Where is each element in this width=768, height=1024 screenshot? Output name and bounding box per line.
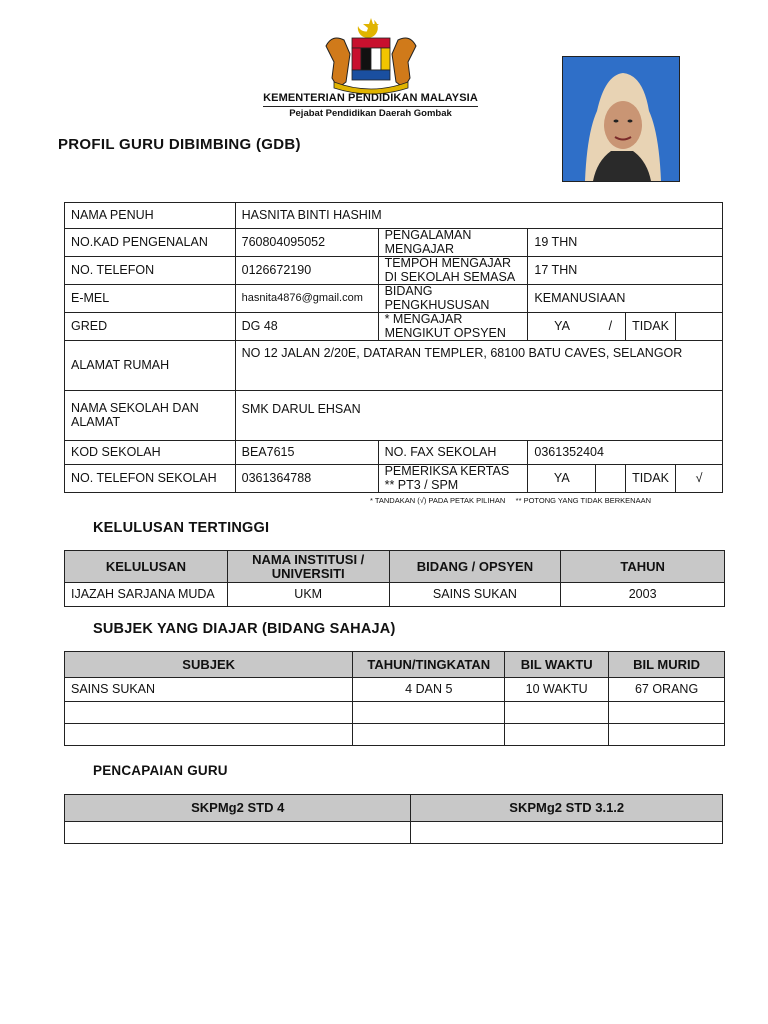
value-kod: BEA7615 xyxy=(235,441,378,465)
label-nama: NAMA PENUH xyxy=(65,203,236,229)
value-ic: 760804095052 xyxy=(235,229,378,257)
label-alamat: ALAMAT RUMAH xyxy=(65,341,236,391)
label-tempoh: TEMPOH MENGAJAR DI SEKOLAH SEMASA xyxy=(378,257,528,285)
row-nama xyxy=(65,203,723,229)
value-bidang: KEMANUSIAAN xyxy=(528,285,723,313)
row-kod xyxy=(65,441,723,465)
label-pengalaman: PENGALAMAN MENGAJAR xyxy=(378,229,528,257)
subjek-table xyxy=(64,651,725,746)
row-emel xyxy=(65,285,723,313)
pemeriksa-tick: √ xyxy=(676,465,723,493)
subjek-col-2: BIL WAKTU xyxy=(505,652,609,678)
table-row xyxy=(65,822,723,844)
kelulusan-col-2: BIDANG / OPSYEN xyxy=(389,551,561,583)
empty-cell xyxy=(65,822,411,844)
empty-cell xyxy=(505,702,609,724)
row-telefon xyxy=(65,257,723,285)
empty-cell xyxy=(65,724,353,746)
label-opsyen: * MENGAJAR MENGIKUT OPSYEN xyxy=(378,313,528,341)
empty-cell xyxy=(505,724,609,746)
empty-cell xyxy=(411,822,723,844)
label-tel-sekolah: NO. TELEFON SEKOLAH xyxy=(65,465,236,493)
label-pemeriksa: PEMERIKSA KERTAS ** PT3 / SPM xyxy=(378,465,528,493)
pencapaian-col-1: SKPMg2 STD 3.1.2 xyxy=(411,795,723,822)
label-bidang: BIDANG PENGKHUSUSAN xyxy=(378,285,528,313)
pencapaian-col-0: SKPMg2 STD 4 xyxy=(65,795,411,822)
label-sekolah: NAMA SEKOLAH DAN ALAMAT xyxy=(65,391,236,441)
kelulusan-cell-0: IJAZAH SARJANA MUDA xyxy=(65,583,228,607)
table-row xyxy=(65,583,725,607)
subjek-heading: SUBJEK YANG DIAJAR (BIDANG SAHAJA) xyxy=(93,621,396,637)
row-gred xyxy=(65,313,723,341)
opsyen-ya: YA xyxy=(528,313,596,341)
kelulusan-cell-3: 2003 xyxy=(561,583,725,607)
pencapaian-table xyxy=(64,794,723,844)
subjek-col-0: SUBJEK xyxy=(65,652,353,678)
empty-cell xyxy=(609,702,725,724)
kelulusan-header-row xyxy=(65,551,725,583)
subjek-cell-3: 67 ORANG xyxy=(609,678,725,702)
subjek-col-3: BIL MURID xyxy=(609,652,725,678)
pemeriksa-ya: YA xyxy=(528,465,596,493)
kelulusan-heading: KELULUSAN TERTINGGI xyxy=(93,520,270,536)
value-emel: hasnita4876@gmail.com xyxy=(235,285,378,313)
label-ic: NO.KAD PENGENALAN xyxy=(65,229,236,257)
profile-table xyxy=(64,202,723,493)
value-telefon: 0126672190 xyxy=(235,257,378,285)
row-tel-sekolah xyxy=(65,465,723,493)
subjek-cell-2: 10 WAKTU xyxy=(505,678,609,702)
label-telefon: NO. TELEFON xyxy=(65,257,236,285)
value-gred: DG 48 xyxy=(235,313,378,341)
subjek-header-row xyxy=(65,652,725,678)
kelulusan-cell-1: UKM xyxy=(227,583,389,607)
empty-cell xyxy=(65,702,353,724)
table-row xyxy=(65,702,725,724)
label-fax: NO. FAX SEKOLAH xyxy=(378,441,528,465)
pencapaian-header-row xyxy=(65,795,723,822)
label-emel: E-MEL xyxy=(65,285,236,313)
kelulusan-cell-2: SAINS SUKAN xyxy=(389,583,561,607)
value-tempoh: 17 THN xyxy=(528,257,723,285)
subjek-cell-1: 4 DAN 5 xyxy=(353,678,505,702)
value-nama: HASNITA BINTI HASHIM xyxy=(235,203,722,229)
subjek-col-1: TAHUN/TINGKATAN xyxy=(353,652,505,678)
opsyen-tidak-box xyxy=(676,313,723,341)
label-gred: GRED xyxy=(65,313,236,341)
kelulusan-col-1: NAMA INSTITUSI / UNIVERSITI xyxy=(227,551,389,583)
value-tel-sekolah: 0361364788 xyxy=(235,465,378,493)
footnote: * TANDAKAN (√) PADA PETAK PILIHAN ** POTONG YANG TIDAK BERKENAAN xyxy=(370,496,651,505)
ministry-crest xyxy=(318,16,424,96)
teacher-photo xyxy=(562,56,680,182)
kelulusan-col-0: KELULUSAN xyxy=(65,551,228,583)
row-ic xyxy=(65,229,723,257)
table-row xyxy=(65,678,725,702)
kelulusan-table xyxy=(64,550,725,607)
pencapaian-heading: PENCAPAIAN GURU xyxy=(93,763,228,778)
pemeriksa-tidak: TIDAK xyxy=(626,465,676,493)
row-alamat xyxy=(65,341,723,391)
page-title: PROFIL GURU DIBIMBING (GDB) xyxy=(58,136,301,153)
empty-cell xyxy=(353,702,505,724)
header-rule xyxy=(263,106,478,107)
empty-cell xyxy=(609,724,725,746)
ministry-name: KEMENTERIAN PENDIDIKAN MALAYSIA xyxy=(263,92,478,104)
value-pengalaman: 19 THN xyxy=(528,229,723,257)
table-row xyxy=(65,724,725,746)
office-name: Pejabat Pendidikan Daerah Gombak xyxy=(289,108,452,119)
kelulusan-col-3: TAHUN xyxy=(561,551,725,583)
pemeriksa-ya-box xyxy=(596,465,626,493)
opsyen-slash: / xyxy=(596,313,626,341)
value-alamat: NO 12 JALAN 2/20E, DATARAN TEMPLER, 68100 BATU CAVES, SELANGOR xyxy=(235,341,722,391)
opsyen-tidak: TIDAK xyxy=(626,313,676,341)
row-sekolah xyxy=(65,391,723,441)
subjek-cell-0: SAINS SUKAN xyxy=(65,678,353,702)
empty-cell xyxy=(353,724,505,746)
value-fax: 0361352404 xyxy=(528,441,723,465)
value-sekolah: SMK DARUL EHSAN xyxy=(235,391,722,441)
label-kod: KOD SEKOLAH xyxy=(65,441,236,465)
